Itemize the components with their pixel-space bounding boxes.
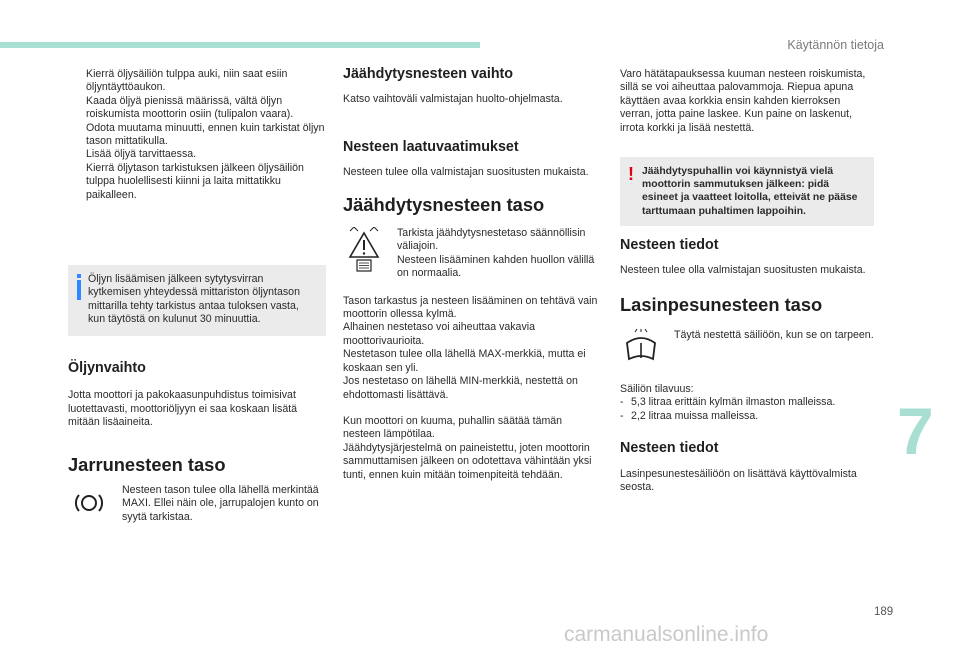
fluid-quality-text: Nesteen tulee olla valmistajan suositusten mukaista.	[343, 166, 589, 179]
capacity-list	[620, 396, 874, 423]
info-icon	[77, 274, 81, 300]
coolant-change-heading: Jäähdytysnesteen vaihto	[343, 66, 514, 82]
brake-fluid-text: Nesteen tason tulee olla lähellä merkintää MAXI. Ellei näin ole, jarrupalojen kunto on syytä tarkistaa.	[122, 483, 319, 523]
washer-fluid-icon	[620, 329, 662, 363]
warning-exclamation-icon: !	[628, 164, 634, 185]
capacity-label: Säiliön tilavuus:	[620, 383, 694, 396]
list-item: Odota muutama minuutti, ennen kuin tarkistat öljyn tason mittatikulla.	[86, 121, 325, 148]
list-item: Kaada öljyä pienissä määrissä, vältä öljyn roiskumista moottorin osiin (tulipalon vaara).	[86, 94, 294, 121]
washer-fluid-heading: Lasinpesunesteen taso	[620, 293, 823, 315]
oil-change-heading: Öljynvaihto	[68, 359, 146, 376]
washer-info-text: Lasinpesunestesäiliöön on lisättävä käyttövalmista seosta.	[620, 467, 857, 494]
washer-fluid-text: Täytä nestettä säiliöön, kun se on tarpeen.	[674, 329, 874, 342]
watermark: carmanualsonline.info	[564, 623, 769, 646]
fluid-info-text: Nesteen tulee olla valmistajan suositusten mukaista.	[620, 264, 866, 277]
oil-change-text: Jotta moottori ja pakokaasunpuhdistus toimisivat luotettavasti, moottoriöljyyn ei saa koskaan lisätä mitään lisäaineita.	[68, 389, 298, 428]
list-item: - 2,2 litraa muissa malleissa.	[620, 409, 759, 422]
brake-fluid-row	[68, 484, 326, 524]
manual-warning-icon	[343, 227, 385, 273]
coolant-hot-engine-text: Kun moottori on kuuma, puhallin säätää tämän nesteen lämpötilaa. Jäähdytysjärjestelmä on paineistettu, joten moottorin sammuttamisen jälkeen on odotettava vähintään yksi tunti, ennen kuin mitään toimenpiteitä tehdään.	[343, 414, 592, 481]
column-middle	[343, 64, 601, 482]
list-item: Kierrä öljytason tarkistuksen jälkeen öljysäiliön tulppa huolellisesti kiinni ja laita mittatikku paikalleen.	[86, 161, 304, 201]
washer-fluid-row	[620, 329, 874, 363]
column-right	[620, 64, 874, 495]
page-number: 189	[874, 606, 894, 618]
header-accent-bar	[0, 42, 480, 48]
info-note: Öljyn lisäämisen jälkeen sytytysvirran kytkemisen yhteydessä mittariston öljyntason mittarilla tehty tarkistus antaa tuloksen vasta, kun täytöstä on kulunut 30 minuuttia.	[68, 265, 326, 336]
oil-fill-steps	[68, 68, 326, 202]
list-item: Kierrä öljysäiliön tulppa auki, niin saat esiin öljyntäyttöaukon.	[86, 68, 288, 94]
coolant-level-row	[343, 227, 601, 281]
column-left	[68, 64, 326, 524]
coolant-level-heading: Jäähdytysnesteen taso	[343, 193, 545, 215]
list-item: Lisää öljyä tarvittaessa.	[86, 148, 197, 161]
coolant-change-text: Katso vaihtoväli valmistajan huolto-ohjelmasta.	[343, 93, 563, 106]
washer-info-heading: Nesteen tiedot	[620, 440, 719, 457]
warning-note: ! Jäähdytyspuhallin voi käynnistyä vielä moottorin sammutuksen jälkeen: pidä esineet ja vaatteet loitolla, etteivät ne pääse tarttumaan puhaltimen lappoihin.	[620, 157, 874, 226]
chapter-header: Käytännön tietoja	[787, 38, 884, 52]
coolant-level-check-text: Tarkista jäähdytysnestetaso säännöllisin väliajoin. Nesteen lisääminen kahden huollon välillä on normaalia.	[397, 227, 595, 280]
coolant-level-instructions: Tason tarkastus ja nesteen lisääminen on tehtävä vain moottorin ollessa kylmä. Alhainen nestetaso voi aiheuttaa vakavia moottorivaurioita. Nestetason tulee olla lähellä MAX-merkkiä, mutta ei koskaan sen yli. Jos nestetaso on lähellä MIN-merkkiä, nestettä on ehdottomasti lisättävä.	[343, 294, 598, 401]
chapter-number: 7	[897, 394, 934, 468]
burn-warning-text: Varo hätätapauksessa kuuman nesteen roiskumista, sillä se voi aiheuttaa palovammoja. Riepua apuna käyttäen avaa korkkia ensin kahden kierroksen verran, jotta paine laskee. Kun paine on laskenut, irrota korkki ja lisää nestettä.	[620, 68, 866, 134]
fluid-info-heading: Nesteen tiedot	[620, 236, 719, 253]
brake-fluid-heading: Jarrunesteen taso	[68, 454, 226, 476]
list-item: - 5,3 litraa erittäin kylmän ilmaston malleissa.	[620, 396, 836, 409]
brake-warning-icon	[68, 484, 110, 514]
fluid-quality-heading: Nesteen laatuvaatimukset	[343, 138, 519, 155]
